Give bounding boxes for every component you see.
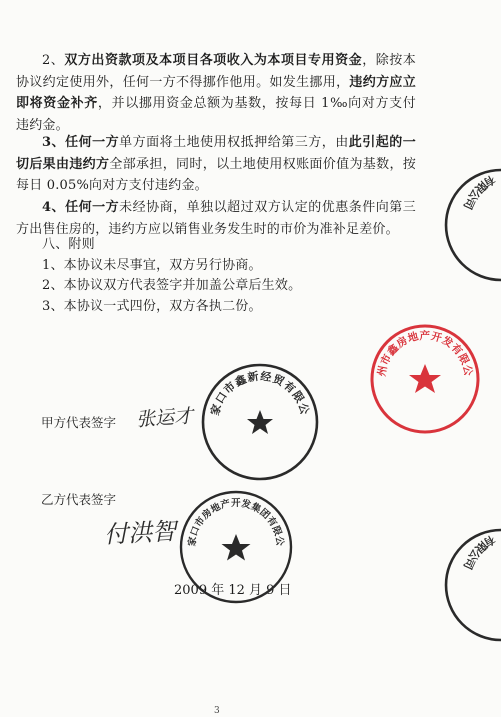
- clause-4: [16, 197, 416, 240]
- clause-3-text-b: 单方面将土地使用权抵押给第三方，由: [119, 135, 349, 150]
- svg-text:张家口市鑫新经贸有限公司: [192, 349, 312, 417]
- seal-b-text: 沧州市鑫房地产开发有限公司: [362, 313, 475, 378]
- clause-3-bold-a: 任何一方: [65, 135, 120, 150]
- partial-seal-top: [441, 160, 501, 290]
- partial-seal-bottom: [441, 520, 501, 650]
- party-a-company-seal: [192, 350, 322, 484]
- party-a-signature-label: 甲方代表签字: [41, 415, 117, 430]
- party-a-handwritten-signature: 张运才: [135, 405, 194, 431]
- clause-3-text-e: 支付违约金。: [128, 178, 208, 193]
- party-b-handwritten-signature: 付洪智: [103, 517, 177, 549]
- star-icon: [222, 534, 251, 561]
- clause-2-bold-c: 违约方应立即将资金补齐: [16, 74, 416, 111]
- star-icon: [247, 410, 273, 434]
- clause-3: [16, 132, 416, 197]
- clause-3-number: 3、: [42, 135, 66, 150]
- svg-text:有限公司: [461, 532, 498, 571]
- section-8-item-3: 3、本协议一式四份，双方各执二份。: [42, 299, 262, 314]
- clause-2-text-d: ，并以挪用资金总额为基数，按每日 1‰向对方支付违约金。: [16, 96, 416, 133]
- section-8-item-2: 2、本协议双方代表签字并加盖公章后生效。: [42, 278, 302, 293]
- svg-text:沧州市鑫房地产开发有限公司: [363, 312, 475, 378]
- section-8-item-1: 1、本协议未尽事宜，双方另行协商。: [42, 258, 262, 273]
- page-number: 3: [214, 706, 220, 716]
- clause-2-number: 2、: [42, 53, 65, 68]
- clause-4-text-c: 违约方应以销售业务发生时的市价为准补足差价。: [108, 221, 399, 237]
- seal-c-text: 张家口市房地产开发集团有限公司: [171, 479, 286, 547]
- party-b-company-seal: [171, 479, 296, 607]
- clause-2-bold-a: 双方出资款项及本项目各项收入为本项目专用资金: [64, 53, 363, 68]
- clause-2: [16, 50, 416, 136]
- seal-a-text: 张家口市鑫新经贸有限公司: [192, 350, 312, 417]
- party-b-signature-label: 乙方代表签字: [41, 492, 117, 507]
- clause-3-text-d: 全部承担，同时，以土地使用权账面价值为基数，按每日 0.05%向对方: [16, 156, 416, 193]
- signing-date: 2009 年 12 月 9 日: [174, 583, 292, 598]
- clause-4-bold-a: 任何一方: [65, 200, 120, 215]
- svg-text:有限公司: [461, 172, 498, 211]
- clause-4-text-b: 未经协商，单独以超过双方认定的优惠条件向第三方出售住房的，: [16, 200, 416, 237]
- clause-2-text-b: ，除按本协议约定使用外，任何一方不得挪作他用。如发生挪用，: [16, 53, 416, 90]
- red-company-seal: [362, 313, 482, 436]
- partial-seal-top-text: 有限公司: [460, 172, 498, 212]
- clause-4-number: 4、: [42, 200, 66, 215]
- star-icon: [409, 364, 441, 393]
- partial-seal-bottom-text: 有限公司: [460, 532, 498, 572]
- svg-text:张家口市房地产开发集团有限公司: [171, 478, 285, 547]
- section-8-heading: 八、附则: [42, 237, 95, 252]
- clause-3-bold-c: 此引起的一切后果由违约方: [16, 135, 416, 172]
